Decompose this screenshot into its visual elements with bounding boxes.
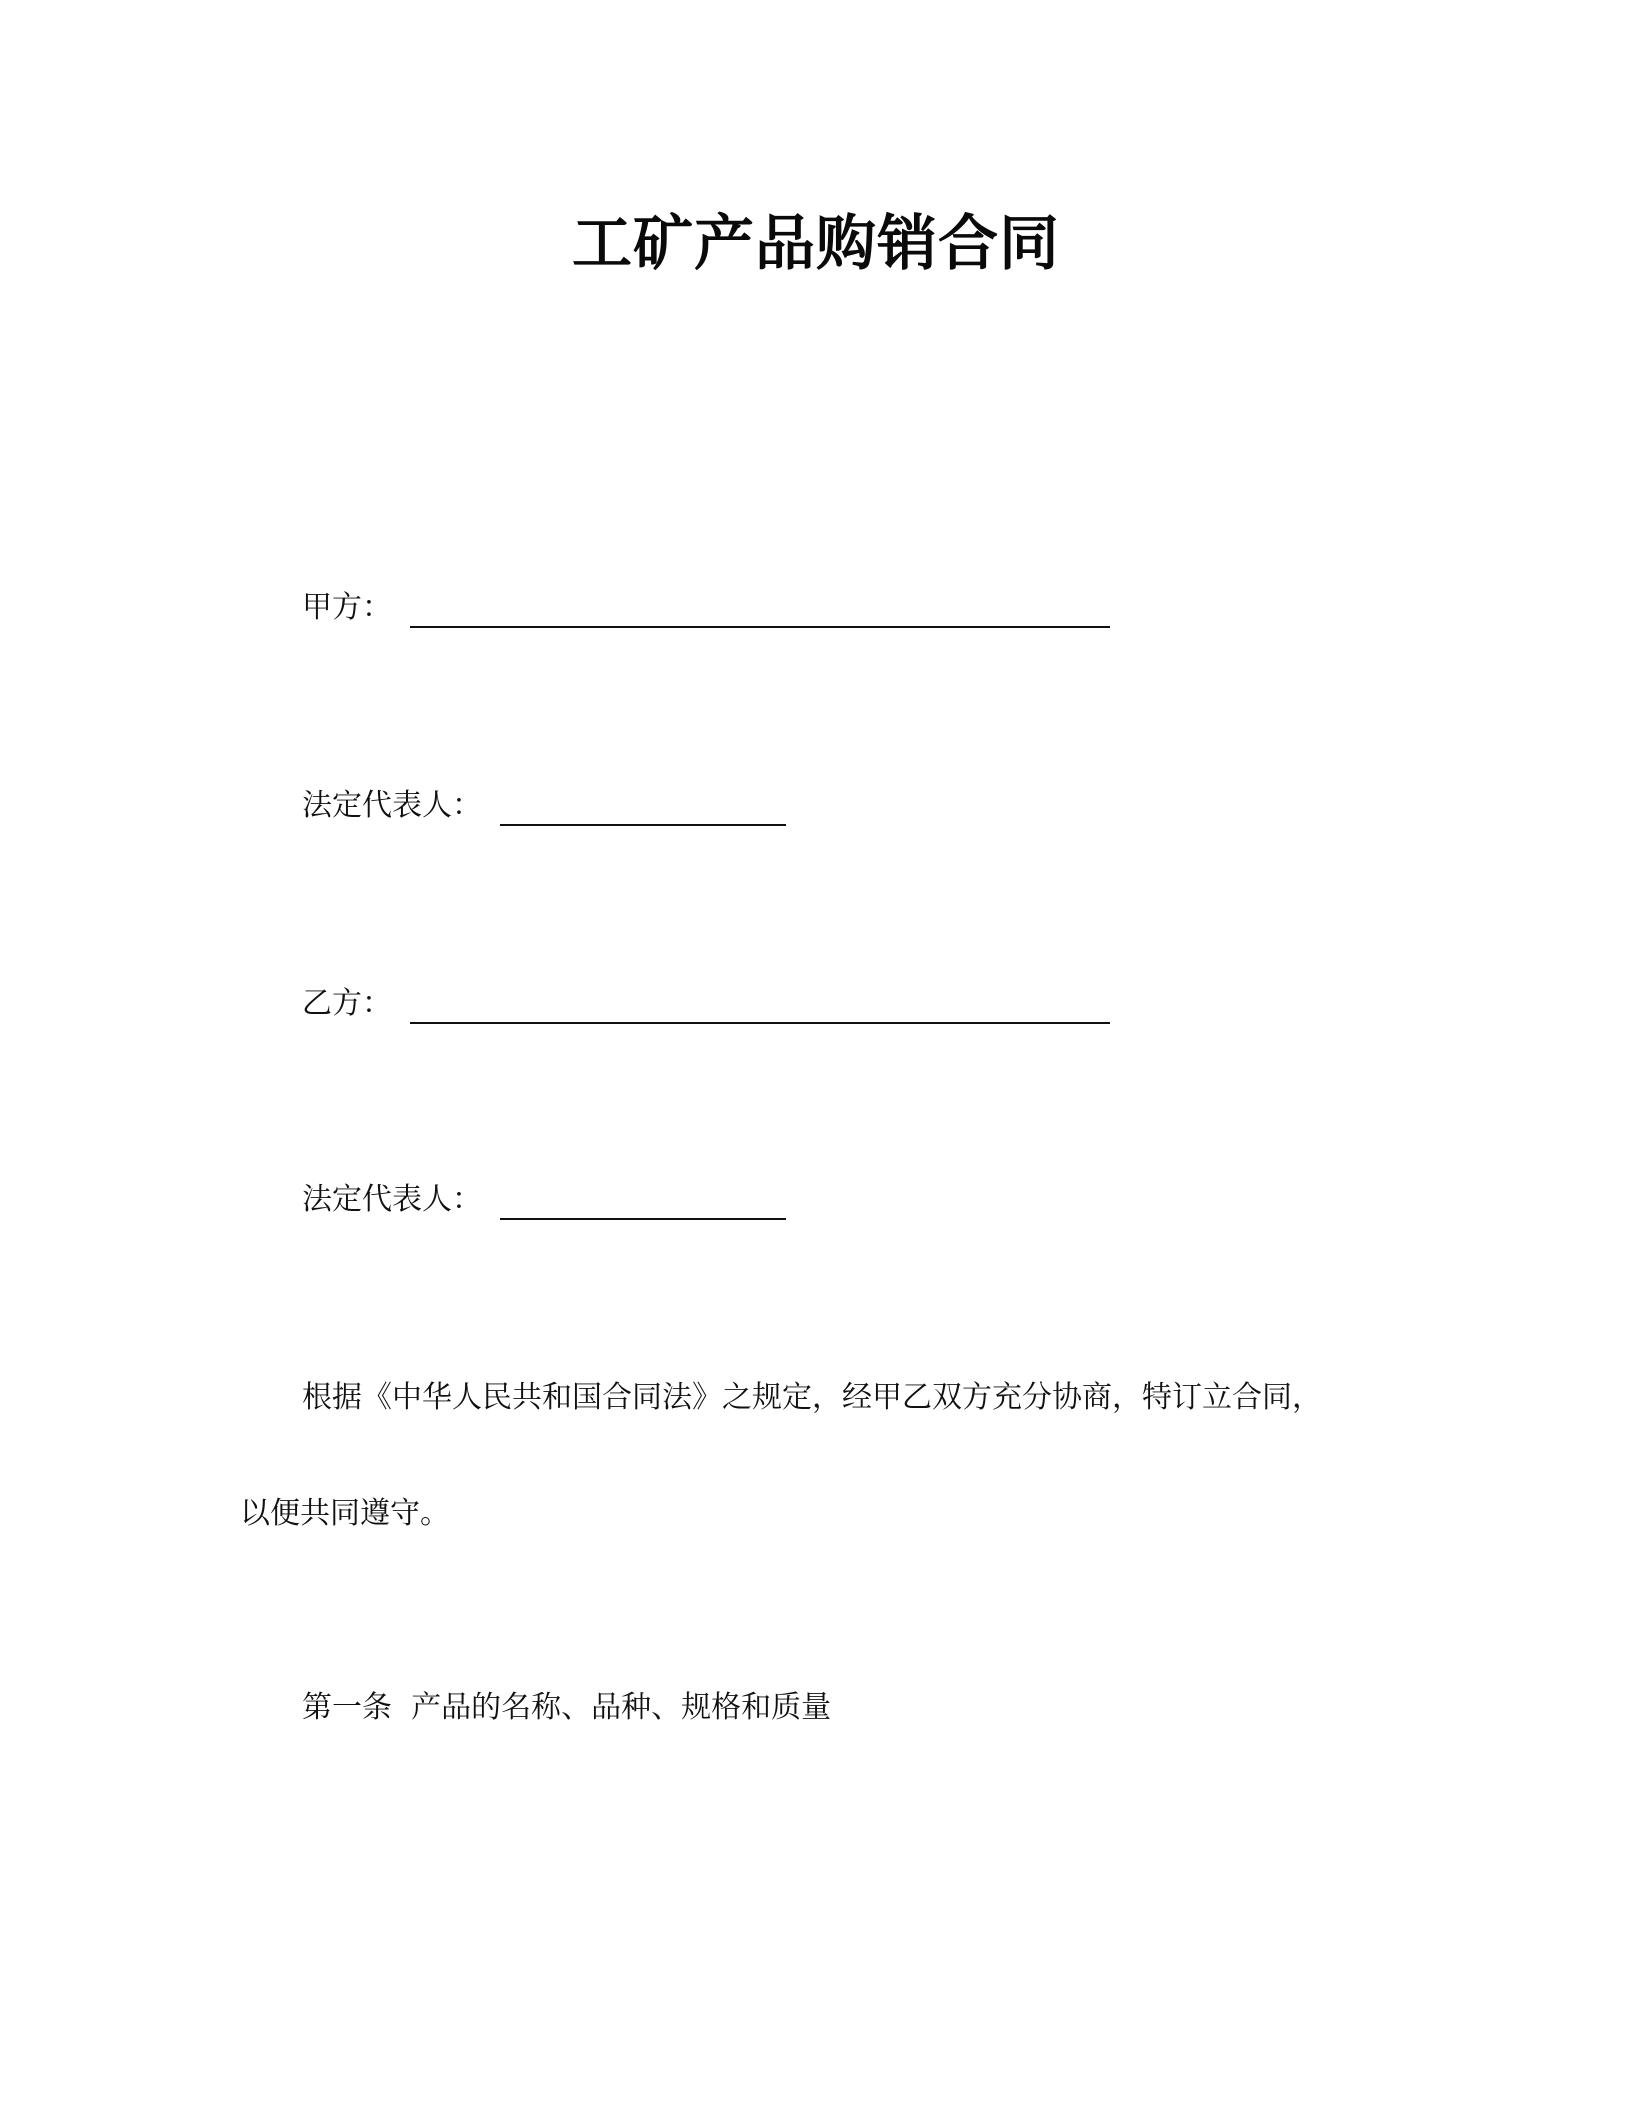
- party-b-blank-line[interactable]: [410, 986, 1110, 1024]
- party-a-blank-line[interactable]: [410, 590, 1110, 628]
- party-b-label: 乙方：: [302, 986, 392, 1021]
- article-1-heading: 第一条 产品的名称、品种、规格和质量: [302, 1690, 832, 1725]
- party-a-representative-label: 法定代表人：: [302, 788, 482, 823]
- party-b-field: [302, 984, 1110, 1024]
- party-a-representative-field: [302, 786, 786, 826]
- document-title: 工矿产品购销合同: [572, 209, 1060, 279]
- party-a-label: 甲方：: [302, 590, 392, 625]
- party-b-representative-blank-line[interactable]: [500, 1182, 786, 1220]
- party-b-representative-field: [302, 1180, 786, 1220]
- preamble-line-2: 以便共同遵守。: [240, 1496, 450, 1531]
- preamble-line-1: 根据《中华人民共和国合同法》之规定，经甲乙双方充分协商，特订立合同，: [302, 1380, 1322, 1415]
- party-a-field: [302, 588, 1110, 628]
- party-a-representative-blank-line[interactable]: [500, 788, 786, 826]
- party-b-representative-label: 法定代表人：: [302, 1182, 482, 1217]
